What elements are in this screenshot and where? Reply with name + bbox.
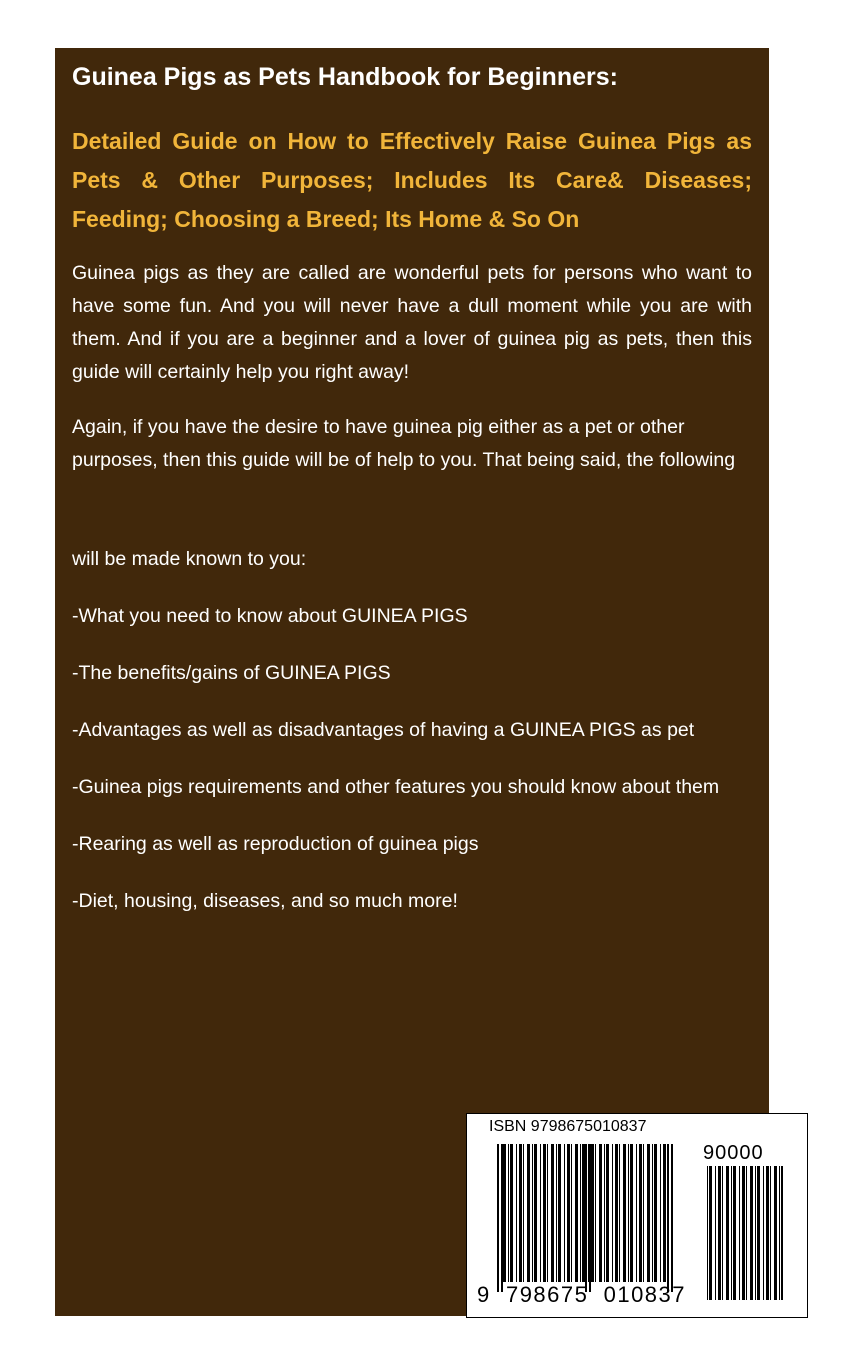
list-item: -The benefits/gains of GUINEA PIGS — [72, 662, 391, 684]
intro-line: will be made known to you: — [72, 548, 307, 570]
description-paragraph-2: Again, if you have the desire to have guinea pig either as a pet or other purposes, then this guide will be of help to you. That being said, the following — [72, 416, 736, 471]
isbn-barcode — [466, 1113, 808, 1318]
book-title: Guinea Pigs as Pets Handbook for Beginners: — [72, 63, 618, 91]
list-item: -Rearing as well as reproduction of guinea pigs — [72, 833, 479, 855]
cover-text — [72, 60, 752, 943]
description-paragraph-1: Guinea pigs as they are called are wonderful pets for persons who want to have some fun. And you will never have a dull moment while you are with them. And if you are a beginner and a lover of guinea pig as pets, then this guide will certainly help you right away! — [72, 262, 752, 383]
list-item: -Diet, housing, diseases, and so much more! — [72, 890, 458, 912]
list-item: -Advantages as well as disadvantages of having a GUINEA PIGS as pet — [72, 719, 695, 741]
feature-list — [72, 544, 752, 917]
price-addon-label: 90000 — [703, 1142, 764, 1164]
list-item: -Guinea pigs requirements and other features you should know about them — [72, 776, 720, 798]
isbn-digits: 9 798675 010837 — [477, 1282, 687, 1307]
isbn-label: ISBN 9798675010837 — [489, 1118, 647, 1135]
book-subtitle: Detailed Guide on How to Effectively Raise Guinea Pigs as Pets & Other Purposes; Includes Its Care& Diseases; Feeding; Choosing a Breed; Its Home & So On — [72, 128, 752, 232]
list-item: -What you need to know about GUINEA PIGS — [72, 605, 468, 627]
